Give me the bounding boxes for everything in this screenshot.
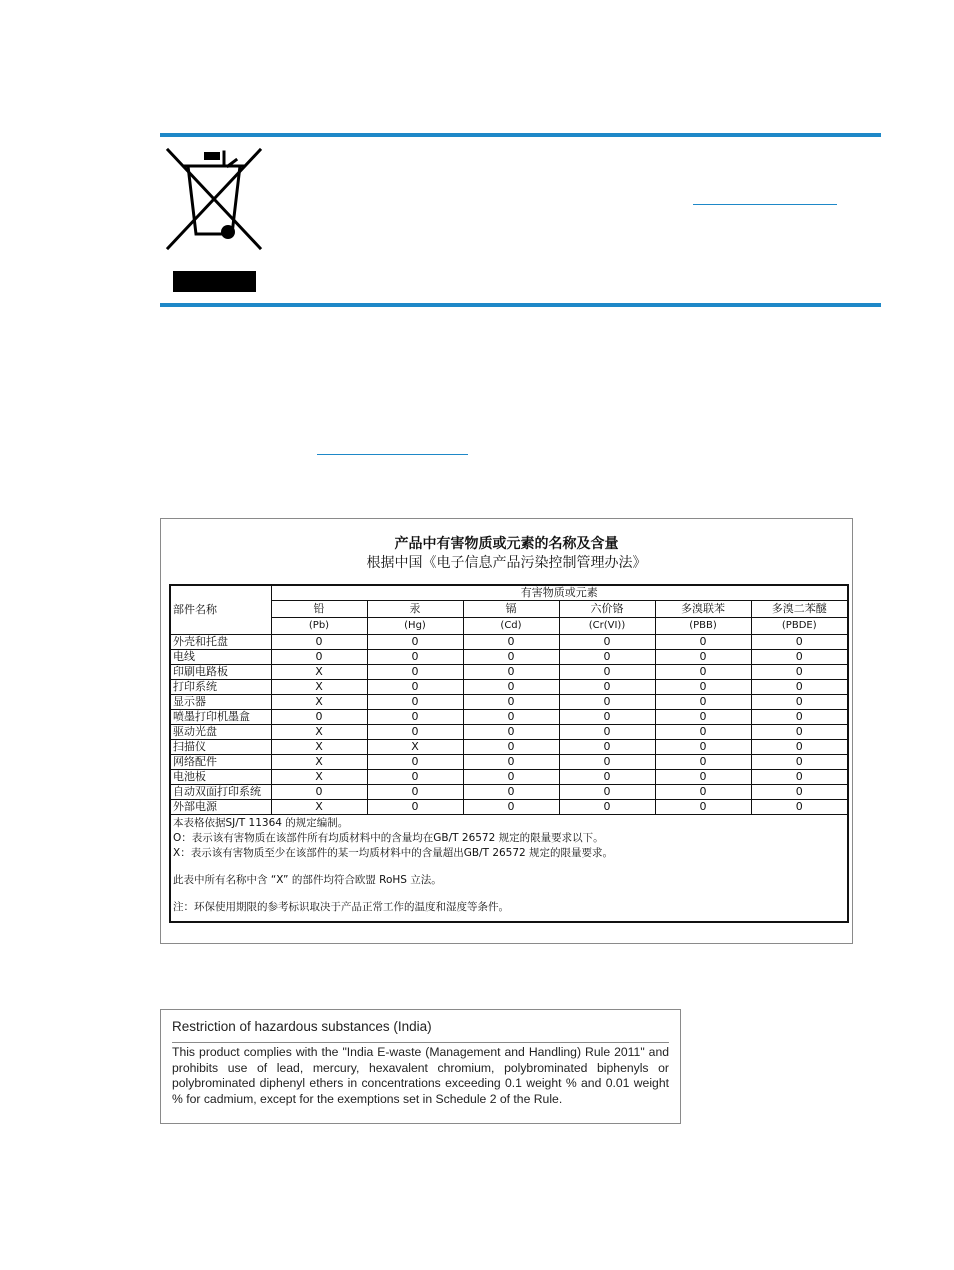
substance-value-cell: 0 bbox=[367, 725, 463, 740]
part-name-cell: 自动双面打印系统 bbox=[170, 785, 271, 800]
india-title: Restriction of hazardous substances (India) bbox=[172, 1019, 432, 1034]
substance-symbol: (Hg) bbox=[367, 618, 463, 635]
substance-symbol: (Pb) bbox=[271, 618, 367, 635]
substance-value-cell: 0 bbox=[367, 695, 463, 710]
india-divider bbox=[172, 1042, 669, 1043]
substance-value-cell: 0 bbox=[655, 785, 751, 800]
substance-value-cell: 0 bbox=[655, 665, 751, 680]
substance-value-cell: 0 bbox=[751, 665, 848, 680]
substance-value-cell: X bbox=[271, 665, 367, 680]
substance-value-cell: 0 bbox=[559, 800, 655, 815]
table-notes bbox=[170, 815, 848, 923]
substance-value-cell: 0 bbox=[367, 650, 463, 665]
substance-value-cell: 0 bbox=[367, 635, 463, 650]
substance-value-cell: 0 bbox=[751, 635, 848, 650]
table-row bbox=[170, 680, 848, 695]
substance-value-cell: 0 bbox=[367, 710, 463, 725]
blue-rule-top bbox=[160, 133, 881, 137]
part-name-cell: 打印系统 bbox=[170, 680, 271, 695]
substance-symbol: (PBDE) bbox=[751, 618, 848, 635]
table-title: 产品中有害物质或元素的名称及含量 bbox=[394, 536, 619, 552]
substance-name: 六价铬 bbox=[559, 601, 655, 618]
substance-value-cell: 0 bbox=[367, 680, 463, 695]
substance-value-cell: 0 bbox=[367, 785, 463, 800]
substance-value-cell: 0 bbox=[655, 740, 751, 755]
substance-value-cell: 0 bbox=[751, 800, 848, 815]
substance-value-cell: 0 bbox=[463, 755, 559, 770]
substance-value-cell: 0 bbox=[271, 710, 367, 725]
table-row bbox=[170, 800, 848, 815]
substance-value-cell: 0 bbox=[655, 725, 751, 740]
india-rohs-box bbox=[160, 1009, 681, 1124]
substance-value-cell: 0 bbox=[463, 725, 559, 740]
substance-value-cell: 0 bbox=[751, 740, 848, 755]
table-row bbox=[170, 635, 848, 650]
substance-value-cell: 0 bbox=[559, 650, 655, 665]
hazardous-substances-table bbox=[169, 584, 849, 923]
table-row bbox=[170, 755, 848, 770]
substance-value-cell: X bbox=[271, 725, 367, 740]
substance-value-cell: 0 bbox=[463, 635, 559, 650]
table-row bbox=[170, 710, 848, 725]
substance-value-cell: 0 bbox=[751, 710, 848, 725]
table-row bbox=[170, 665, 848, 680]
table-subtitle: 根据中国《电子信息产品污染控制管理办法》 bbox=[366, 555, 647, 571]
substance-value-cell: 0 bbox=[559, 680, 655, 695]
substance-name: 多溴联苯 bbox=[655, 601, 751, 618]
china-compliance-link-underline[interactable] bbox=[317, 454, 468, 455]
table-row bbox=[170, 785, 848, 800]
substance-value-cell: 0 bbox=[271, 635, 367, 650]
substance-value-cell: 0 bbox=[463, 680, 559, 695]
substance-symbol: (Cr(VI)) bbox=[559, 618, 655, 635]
blue-rule-bottom bbox=[160, 303, 881, 307]
substance-value-cell: 0 bbox=[271, 650, 367, 665]
substance-value-cell: 0 bbox=[463, 770, 559, 785]
substance-value-cell: 0 bbox=[271, 785, 367, 800]
substance-symbol: (Cd) bbox=[463, 618, 559, 635]
china-hazardous-substances-box bbox=[160, 518, 853, 944]
india-body-text: This product complies with the "India E-waste (Management and Handling) Rule 2011" and prohibits use of lead, mercury, hexavalent chromium, polybrominated biphenyls or polybrominated diphenyl ethers in concentrations exceeding 0.1 weight % and 0.01 weight % for cadmium, except for the exemptions set in Schedule 2 of the Rule. bbox=[172, 1045, 669, 1106]
substance-value-cell: 0 bbox=[655, 800, 751, 815]
substance-value-cell: 0 bbox=[751, 695, 848, 710]
substance-value-cell: X bbox=[367, 740, 463, 755]
substance-value-cell: 0 bbox=[463, 650, 559, 665]
substance-name: 汞 bbox=[367, 601, 463, 618]
substance-value-cell: 0 bbox=[463, 785, 559, 800]
substance-value-cell: 0 bbox=[655, 755, 751, 770]
substance-value-cell: 0 bbox=[751, 725, 848, 740]
part-name-cell: 扫描仪 bbox=[170, 740, 271, 755]
substance-value-cell: 0 bbox=[559, 635, 655, 650]
note-environmental-period: 注：环保使用期限的参考标识取决于产品正常工作的温度和湿度等条件。 bbox=[173, 901, 509, 913]
substance-value-cell: 0 bbox=[367, 665, 463, 680]
substance-value-cell: 0 bbox=[559, 710, 655, 725]
note-x-meaning: X：表示该有害物质至少在该部件的某一均质材料中的含量超出GB/T 26572 规定的限量要求。 bbox=[173, 847, 614, 859]
substance-value-cell: 0 bbox=[367, 770, 463, 785]
substance-value-cell: 0 bbox=[655, 710, 751, 725]
substance-value-cell: 0 bbox=[751, 785, 848, 800]
table-row bbox=[170, 695, 848, 710]
substance-name: 多溴二苯醚 bbox=[751, 601, 848, 618]
table-row bbox=[170, 650, 848, 665]
part-name-cell: 网络配件 bbox=[170, 755, 271, 770]
substance-value-cell: 0 bbox=[367, 755, 463, 770]
table-row bbox=[170, 740, 848, 755]
substance-value-cell: 0 bbox=[655, 770, 751, 785]
substance-value-cell: 0 bbox=[559, 755, 655, 770]
substance-value-cell: 0 bbox=[463, 740, 559, 755]
note-rohs: 此表中所有名称中含 “X” 的部件均符合欧盟 RoHS 立法。 bbox=[173, 874, 442, 886]
substance-value-cell: 0 bbox=[655, 635, 751, 650]
crossed-out-wheeled-bin-icon bbox=[164, 146, 264, 252]
substance-value-cell: 0 bbox=[751, 650, 848, 665]
substance-value-cell: 0 bbox=[559, 770, 655, 785]
substance-value-cell: 0 bbox=[751, 755, 848, 770]
substance-value-cell: 0 bbox=[463, 665, 559, 680]
part-name-cell: 外部电源 bbox=[170, 800, 271, 815]
substance-value-cell: 0 bbox=[559, 695, 655, 710]
part-name-cell: 电池板 bbox=[170, 770, 271, 785]
part-name-cell: 驱动光盘 bbox=[170, 725, 271, 740]
substance-value-cell: 0 bbox=[463, 800, 559, 815]
recycling-link-underline[interactable] bbox=[693, 204, 837, 205]
note-o-meaning: O：表示该有害物质在该部件所有均质材料中的含量均在GB/T 26572 规定的限量要求以下。 bbox=[173, 832, 604, 844]
part-name-cell: 喷墨打印机墨盒 bbox=[170, 710, 271, 725]
substance-name: 镉 bbox=[463, 601, 559, 618]
table-body bbox=[170, 635, 848, 815]
substance-value-cell: 0 bbox=[655, 650, 751, 665]
substance-value-cell: X bbox=[271, 755, 367, 770]
part-name-cell: 印刷电路板 bbox=[170, 665, 271, 680]
solid-black-bar bbox=[173, 271, 256, 292]
substance-value-cell: 0 bbox=[463, 710, 559, 725]
substance-value-cell: X bbox=[271, 680, 367, 695]
substance-value-cell: 0 bbox=[655, 680, 751, 695]
table-row bbox=[170, 725, 848, 740]
substance-name: 铅 bbox=[271, 601, 367, 618]
substance-value-cell: X bbox=[271, 740, 367, 755]
substance-value-cell: 0 bbox=[559, 725, 655, 740]
column-group-header: 有害物质或元素 bbox=[271, 585, 848, 601]
substance-value-cell: 0 bbox=[655, 695, 751, 710]
substance-value-cell: 0 bbox=[559, 665, 655, 680]
part-name-cell: 显示器 bbox=[170, 695, 271, 710]
table-row bbox=[170, 770, 848, 785]
part-name-cell: 外壳和托盘 bbox=[170, 635, 271, 650]
substance-value-cell: X bbox=[271, 800, 367, 815]
part-name-cell: 电线 bbox=[170, 650, 271, 665]
column-header-part: 部件名称 bbox=[170, 585, 271, 635]
substance-value-cell: 0 bbox=[559, 740, 655, 755]
substance-value-cell: 0 bbox=[463, 695, 559, 710]
substance-value-cell: 0 bbox=[367, 800, 463, 815]
note-standard: 本表格依据SJ/T 11364 的规定编制。 bbox=[173, 817, 349, 829]
substance-value-cell: 0 bbox=[751, 770, 848, 785]
substance-symbol: (PBB) bbox=[655, 618, 751, 635]
substance-value-cell: X bbox=[271, 695, 367, 710]
substance-value-cell: 0 bbox=[559, 785, 655, 800]
substance-value-cell: 0 bbox=[751, 680, 848, 695]
substance-value-cell: X bbox=[271, 770, 367, 785]
